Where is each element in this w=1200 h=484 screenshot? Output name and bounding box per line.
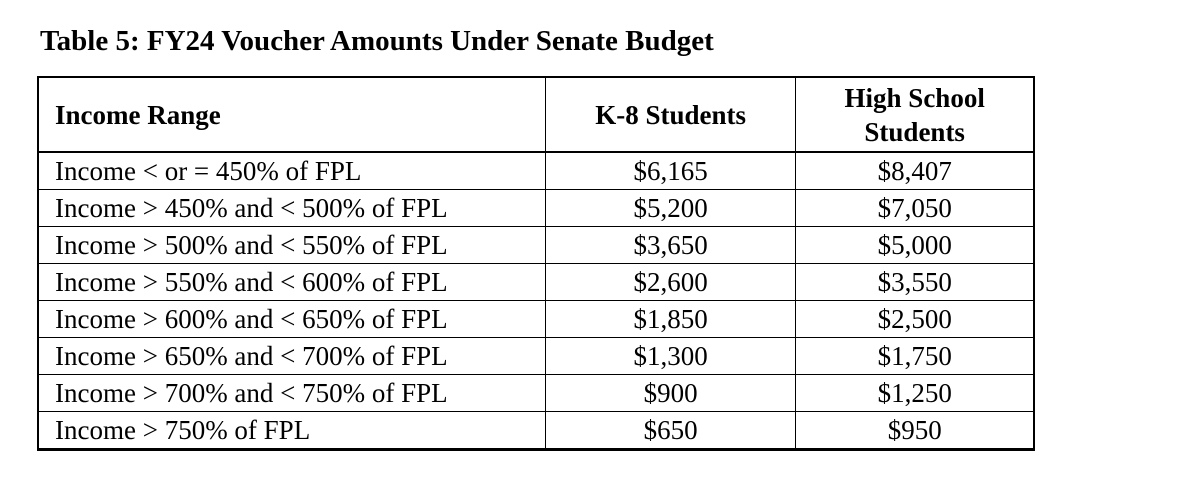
- table-row: [38, 412, 1034, 450]
- high-school-amount-cell: $5,000: [796, 227, 1034, 264]
- k8-amount-cell: $2,600: [545, 264, 796, 301]
- high-school-amount-cell: $2,500: [796, 301, 1034, 338]
- k8-amount-cell: $5,200: [545, 190, 796, 227]
- header-income-range: Income Range: [38, 77, 545, 152]
- k8-amount-cell: $1,850: [545, 301, 796, 338]
- voucher-amounts-table: [37, 76, 1035, 451]
- table-title: Table 5: FY24 Voucher Amounts Under Senate Budget: [40, 25, 714, 57]
- income-range-cell: Income < or = 450% of FPL: [38, 152, 545, 190]
- header-high-school-line2: Students: [864, 116, 965, 147]
- table-row: [38, 338, 1034, 375]
- table-row: [38, 152, 1034, 190]
- k8-amount-cell: $3,650: [545, 227, 796, 264]
- income-range-cell: Income > 450% and < 500% of FPL: [38, 190, 545, 227]
- k8-amount-cell: $650: [545, 412, 796, 450]
- high-school-amount-cell: $1,750: [796, 338, 1034, 375]
- table-row: [38, 227, 1034, 264]
- high-school-amount-cell: $950: [796, 412, 1034, 450]
- header-high-school-students: [796, 77, 1034, 152]
- income-range-cell: Income > 500% and < 550% of FPL: [38, 227, 545, 264]
- income-range-cell: Income > 600% and < 650% of FPL: [38, 301, 545, 338]
- high-school-amount-cell: $7,050: [796, 190, 1034, 227]
- header-high-school-line1: High School: [844, 82, 985, 113]
- k8-amount-cell: $6,165: [545, 152, 796, 190]
- k8-amount-cell: $900: [545, 375, 796, 412]
- high-school-amount-cell: $8,407: [796, 152, 1034, 190]
- income-range-cell: Income > 550% and < 600% of FPL: [38, 264, 545, 301]
- table-row: [38, 264, 1034, 301]
- table-row: [38, 301, 1034, 338]
- table-row: [38, 190, 1034, 227]
- income-range-cell: Income > 750% of FPL: [38, 412, 545, 450]
- table-row: [38, 375, 1034, 412]
- high-school-amount-cell: $3,550: [796, 264, 1034, 301]
- k8-amount-cell: $1,300: [545, 338, 796, 375]
- high-school-amount-cell: $1,250: [796, 375, 1034, 412]
- income-range-cell: Income > 650% and < 700% of FPL: [38, 338, 545, 375]
- header-k8-students: K-8 Students: [545, 77, 796, 152]
- table-header-row: [38, 77, 1034, 152]
- income-range-cell: Income > 700% and < 750% of FPL: [38, 375, 545, 412]
